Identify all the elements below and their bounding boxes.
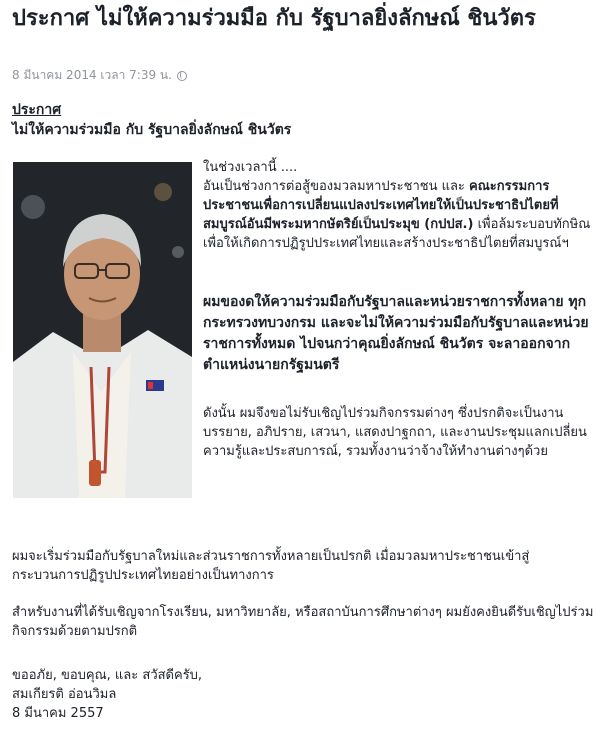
post-timestamp[interactable]: 8 มีนาคม 2014 เวลา 7:39 น. — [12, 68, 172, 82]
announcement-heading: ประกาศ — [12, 102, 62, 118]
paragraph-5: สำหรับงานที่ได้รับเชิญจากโรงเรียน, มหาวิทยาลัย, หรือสถาบันการศึกษาต่างๆ ผมยังคงยินดีรับเชิญไปร่วมกิจกรรมด้วยตามปรกติ — [12, 605, 594, 639]
author-portrait-illustration — [13, 162, 192, 498]
paragraph-2: ผมของดให้ความร่วมมือกับรัฐบาลและหน่วยราชการทั้งหลาย ทุกกระทรวงทบวงกรม และจะไม่ให้ความร่วมมือกับรัฐบาลและหน่วยราชการทั้งหมด ไปจนกว่าคุณยิ่งลักษณ์ ชินวัตร จะลาออกจากตำแหน่งนายกรัฐมนตรี — [203, 294, 589, 373]
signature-block — [12, 666, 202, 723]
paragraph-4: ผมจะเริ่มร่วมมือกับรัฐบาลใหม่และส่วนราชการทั้งหลายเป็นปรกติ เมื่อมวลมหาประชาชนเข้าสู่กระบวนการปฏิรูปประเทศไทยอย่างเป็นทางการ — [12, 549, 530, 583]
paragraph-1-opening: ในช่วงเวลานี้ .... — [203, 160, 298, 175]
paragraph-1-rest: เพื่อล้มระบอบทักษิณ เพื่อให้เกิดการปฏิรูปประเทศไทยและสร้างประชาธิปไตยที่สมบูรณ์ฯ — [203, 217, 591, 251]
post-title[interactable]: ประกาศ ไม่ให้ความร่วมมือ กับ รัฐบาลยิ่งลักษณ์ ชินวัตร — [12, 6, 536, 31]
paragraph-3: ดังนั้น ผมจึงขอไม่รับเชิญไปร่วมกิจกรรมต่างๆ ซึ่งปรกติจะเป็นงานบรรยาย, อภิปราย, เสวนา, แสดงปาฐกถา, และงานประชุมแลกเปลี่ยนความรู้และประสบการณ์, รวมทั้งงานว่าจ้างให้ทำงานต่างๆด้วย — [203, 406, 587, 459]
globe-icon[interactable] — [177, 71, 187, 81]
announcement-subheading: ไม่ให้ความร่วมมือ กับ รัฐบาลยิ่งลักษณ์ ชินวัตร — [12, 122, 292, 138]
paragraph-1 — [203, 158, 595, 253]
signature-closing: ขออภัย, ขอบคุณ, และ สวัสดีครับ, — [12, 668, 203, 683]
post-meta — [12, 66, 187, 85]
paragraph-1-intro: อันเป็นช่วงการต่อสู้ของมวลมหาประชาชน และ — [203, 179, 470, 194]
signature-name: สมเกียรติ อ่อนวิมล — [12, 687, 117, 702]
paragraph-1-bold: คณะกรรมการประชาชนเพื่อการเปลี่ยนแปลงประเทศไทยให้เป็นประชาธิปไตยที่สมบูรณ์อันมีพระมหากษัตริย์เป็นประมุข (กปปส.) — [203, 179, 559, 232]
author-photo[interactable] — [13, 162, 192, 498]
signature-date: 8 มีนาคม 2557 — [12, 706, 104, 721]
